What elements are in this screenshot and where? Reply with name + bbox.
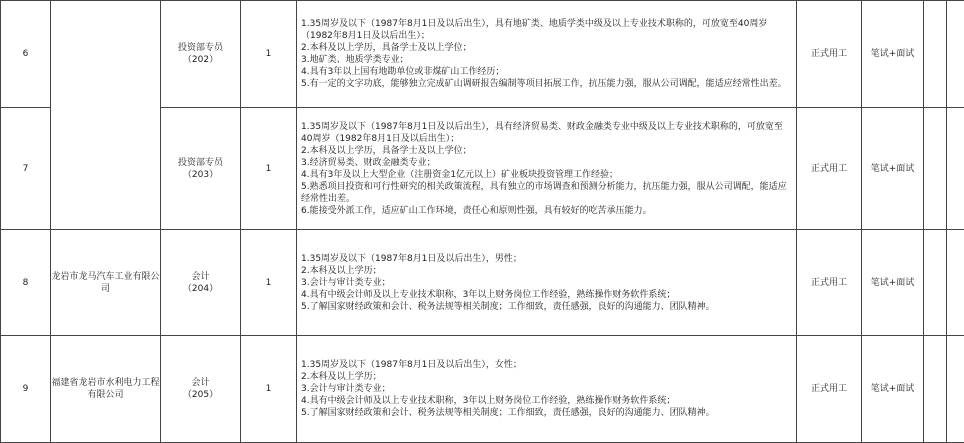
position-code: （203）: [182, 169, 219, 180]
requirement-line: 5.了解国家财经政策和会计、税务法规等相关制度；工作细致，责任感强，良好的沟通能力、团队精神。: [301, 301, 715, 312]
empty-cell: [924, 108, 947, 230]
employment-type: 正式用工: [797, 336, 862, 443]
requirement-line: 1.35周岁及以下（1987年8月1日及以后出生），女性；: [301, 360, 522, 370]
position-cell: [161, 336, 241, 443]
position-name: 投资部专员: [177, 43, 223, 53]
empty-cell: [947, 336, 964, 443]
employment-type: 正式用工: [797, 230, 862, 336]
requirements-cell: [297, 336, 797, 443]
requirement-line: 2.本科及以上学历，具备学士及以上学位；: [301, 43, 472, 53]
empty-cell: [924, 1, 947, 108]
requirement-line: 1.35周岁及以下（1987年8月1日及以后出生），具有地矿类、地质学类中级及以上专业技术职称的，可放宽至40周岁（1982年8月1日及以后出生）；: [301, 19, 768, 41]
hire-count: 1: [241, 108, 297, 230]
exam-method: 笔试+面试: [862, 230, 924, 336]
row-number: 6: [1, 1, 51, 108]
position-name: 会计: [191, 378, 210, 388]
requirements-cell: [297, 1, 797, 108]
requirement-line: 4.具有3年及以上大型企业（注册资金1亿元以上）矿业板块投资管理工作经验；: [301, 169, 619, 180]
employment-type: 正式用工: [797, 1, 862, 108]
hire-count: 1: [241, 230, 297, 336]
exam-method: 笔试+面试: [862, 336, 924, 443]
empty-cell: [947, 108, 964, 230]
requirement-line: 5.了解国家财经政策和会计、税务法规等相关制度；工作细致，责任感强，良好的沟通能力、团队精神。: [301, 408, 715, 418]
requirement-line: 3.地矿类、地质学类专业；: [301, 55, 409, 65]
position-cell: [161, 1, 241, 108]
requirement-line: 4.具有中级会计师及以上专业技术职称，3年以上财务岗位工作经验，熟练操作财务软件系统；: [301, 396, 676, 406]
hire-count: 1: [241, 1, 297, 108]
table-row: [1, 1, 964, 108]
requirement-line: 1.35周岁及以下（1987年8月1日及以后出生），男性；: [301, 253, 522, 264]
employment-type: 正式用工: [797, 108, 862, 230]
requirement-line: 3.会计与审计类专业；: [301, 277, 391, 288]
empty-cell: [947, 230, 964, 336]
position-code: （204）: [182, 283, 219, 294]
requirement-line: 2.本科及以上学历，具备学士及以上学位；: [301, 145, 472, 156]
row-number: 7: [1, 108, 51, 230]
requirement-line: 2.本科及以上学历；: [301, 265, 382, 276]
position-cell: [161, 108, 241, 230]
requirement-line: 3.会计与审计类专业；: [301, 384, 391, 394]
exam-method: 笔试+面试: [862, 1, 924, 108]
table-row: [1, 336, 964, 443]
exam-method: 笔试+面试: [862, 108, 924, 230]
empty-cell: [924, 336, 947, 443]
position-cell: [161, 230, 241, 336]
requirement-line: 3.经济贸易类、财政金融类专业；: [301, 157, 436, 168]
position-name: 会计: [191, 271, 210, 282]
row-number: 9: [1, 336, 51, 443]
requirements-cell: [297, 108, 797, 230]
table-row: [1, 230, 964, 336]
position-name: 投资部专员: [177, 157, 223, 168]
hire-count: 1: [241, 336, 297, 443]
requirement-line: 2.本科及以上学历；: [301, 372, 382, 382]
company-name: 龙岩市龙马汽车工业有限公司: [51, 230, 161, 336]
company-name: 福建省龙岩市水利电力工程有限公司: [51, 336, 161, 443]
company-name: [51, 1, 161, 230]
empty-cell: [924, 230, 947, 336]
requirement-line: 1.35周岁及以下（1987年8月1日及以后出生），具有经济贸易类、财政金融类专业中级及以上专业技术职称的，可放宽至40周岁（1982年8月1日及以后出生）；: [301, 121, 783, 144]
requirements-cell: [297, 230, 797, 336]
requirement-line: 4.具有中级会计师及以上专业技术职称，3年以上财务岗位工作经验，熟练操作财务软件系统；: [301, 289, 676, 300]
position-code: （202）: [182, 55, 219, 65]
requirement-line: 5.熟悉项目投资和可行性研究的相关政策流程，具有独立的市场调查和预测分析能力，抗压能力强，服从公司调配，能适应经常性出差。: [301, 181, 787, 204]
position-code: （205）: [182, 390, 219, 400]
row-number: 8: [1, 230, 51, 336]
requirement-line: 4.具有3年以上国有地勘单位或非煤矿山工作经历；: [301, 67, 505, 77]
requirement-line: 6.能接受外派工作，适应矿山工作环境，责任心和原则性强，具有较好的吃苦承压能力。: [301, 205, 652, 216]
empty-cell: [947, 1, 964, 108]
requirement-line: 5.有一定的文字功底，能够独立完成矿山调研报告编制等项目拓展工作，抗压能力强，服从公司调配，能适应经常性出差。: [301, 79, 787, 89]
